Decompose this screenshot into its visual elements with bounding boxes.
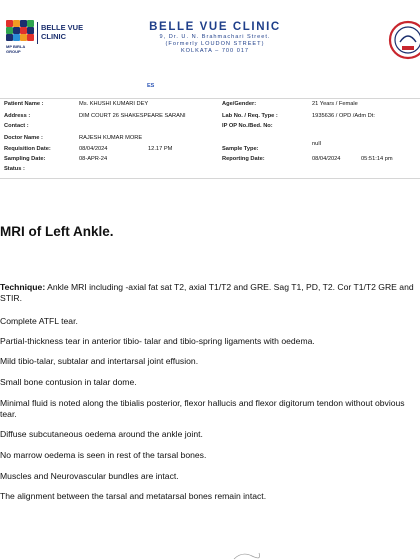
left-field-label: Address : [4, 113, 31, 119]
right-field-label: Sample Type: [222, 146, 259, 152]
clinic-address [110, 34, 320, 56]
right-field-value: 1935636 / OPD /Adm Dt: [312, 113, 375, 119]
right-field-value: null [312, 141, 321, 147]
left-field-value: Ms. KHUSHI KUMARI DEY [79, 101, 149, 107]
technique-paragraph [0, 282, 416, 303]
right-field-value: 08/04/2024 [312, 156, 341, 162]
right-field-value: 21 Years / Female [312, 101, 358, 107]
right-field-extra: 05:51:14 pm [361, 156, 393, 162]
left-field-label: Doctor Name : [4, 135, 43, 141]
finding-item: The alignment between the tarsal and metatarsal bones remain intact. [0, 491, 267, 501]
table-divider [0, 98, 420, 99]
logo-group-text: MP BIRLA GROUP [6, 44, 26, 54]
address-line: (Formerly LOUDON STREET) [165, 41, 265, 48]
clinic-name: BELLE VUE CLINIC [149, 21, 281, 33]
finding-item: No marrow oedema is seen in rest of the tarsal bones. [0, 450, 207, 460]
nabh-accreditation-logo [386, 18, 420, 62]
logo-brand-text: BELLE VUE CLINIC [41, 23, 84, 41]
address-line: 9, Dr. U. N. Brahmachari Street. [159, 34, 271, 40]
finding-item: Complete ATFL tear. [0, 316, 78, 326]
table-divider [0, 178, 420, 179]
finding-item: Diffuse subcutaneous oedema around the ankle joint. [0, 429, 203, 439]
finding-item: Small bone contusion in talar dome. [0, 377, 137, 387]
left-field-value: 08/04/2024 [79, 146, 108, 152]
right-field-label: IP OP No./Bed. No: [222, 123, 273, 129]
left-field-label: Requisition Date: [4, 146, 51, 152]
left-field-extra: 12.17 PM [148, 146, 173, 152]
left-field-value: DIM COURT 26 SHAKESPEARE SARANI [79, 113, 186, 119]
right-field-label: Lab No. / Req. Type : [222, 113, 278, 119]
logo-mosaic-icon [6, 20, 34, 44]
finding-item: Minimal fluid is noted along the tibialis posterior, flexor hallucis and flexor digitorum tendon without obvious tear. [0, 398, 405, 419]
left-field-label: Status : [4, 166, 25, 172]
logo-divider [37, 22, 38, 44]
left-field-value: 08-APR-24 [79, 156, 108, 162]
left-field-label: Contact : [4, 123, 29, 129]
address-line: KOLKATA – 700 017 [180, 48, 250, 55]
technique-label: Technique: [0, 282, 46, 292]
department-code: ES [147, 83, 155, 89]
right-field-label: Age/Gender: [222, 101, 257, 107]
right-field-label: Reporting Date: [222, 156, 265, 162]
finding-item: Mild tibio-talar, subtalar and intertarsal joint effusion. [0, 356, 199, 366]
left-field-value: RAJESH KUMAR MORE [79, 135, 143, 141]
finding-item: Partial-thickness tear in anterior tibio- talar and tibio-spring ligaments with oedema. [0, 336, 315, 346]
signature-stroke [232, 550, 260, 560]
finding-item: Muscles and Neurovascular bundles are intact. [0, 471, 179, 481]
clinic-logo [6, 20, 116, 54]
left-field-label: Sampling Date: [4, 156, 46, 162]
technique-text: Ankle MRI including -axial fat sat T2, axial T1/T2 and GRE. Sag T1, PD, T2. Cor T1/T2 GRE and STIR. [0, 282, 414, 303]
left-field-label: Patient Name : [4, 101, 44, 107]
report-title: MRI of Left Ankle. [0, 224, 114, 239]
